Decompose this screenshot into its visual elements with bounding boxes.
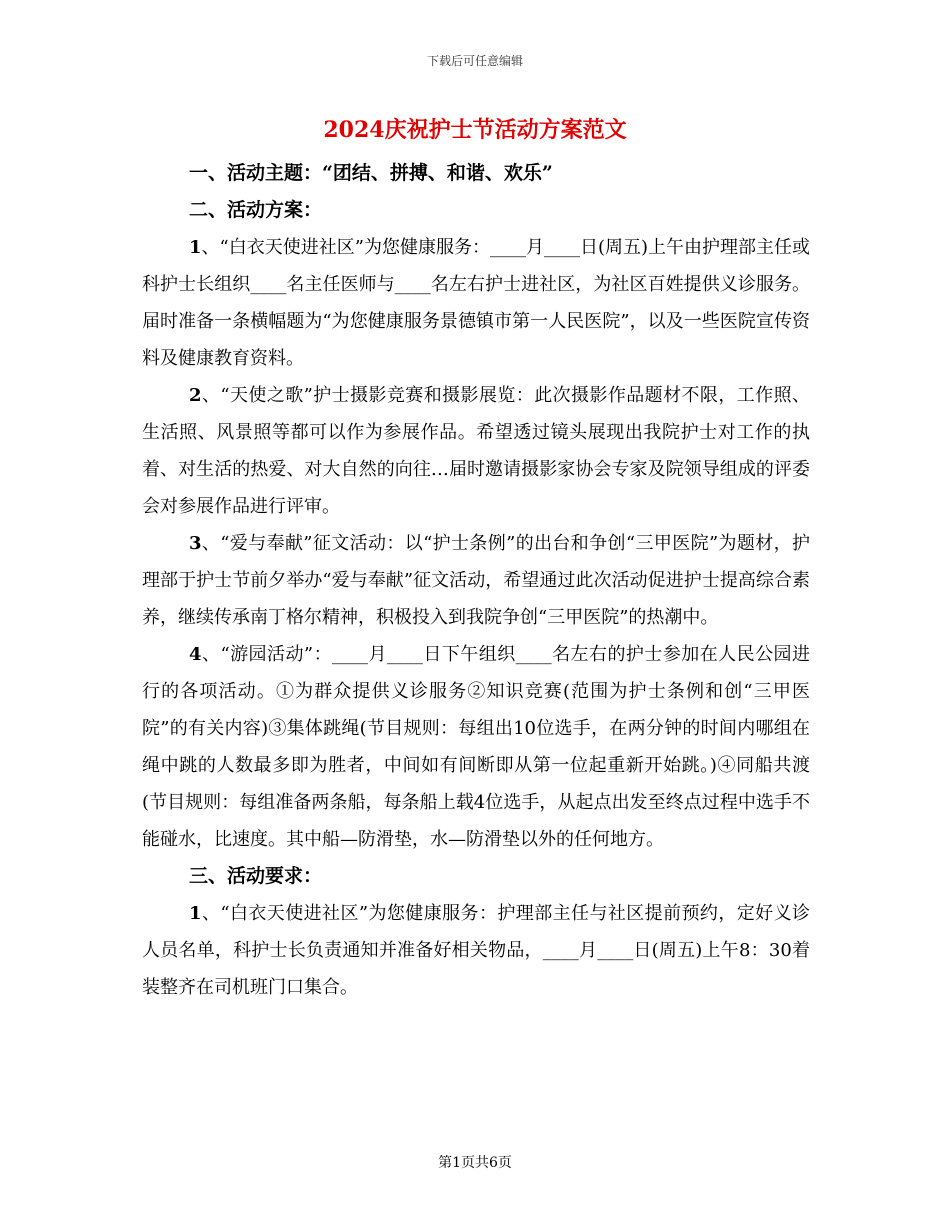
item-number: 4	[189, 644, 202, 665]
item-number: 3	[189, 533, 202, 554]
paragraph-text: 、“天使之歌”护士摄影竞赛和摄影展览：此次摄影作品题材不限，工作照、生活照、风景照等都可以作为参展作品。希望透过镜头展现出我院护士对工作的执着、对生活的热爱、对大自然的向往…届时邀请摄影家协会专家及院领导组成的评委会对参展作品进行评审。	[142, 385, 810, 517]
paragraph-park-activity	[142, 636, 810, 858]
item-number: 2	[189, 385, 202, 406]
document-body	[142, 155, 810, 1006]
section-heading-theme: 一、活动主题：“团结、拼搏、和谐、欢乐”	[189, 162, 553, 184]
paragraph-community-service	[142, 229, 810, 377]
document-title: 2024庆祝护士节活动方案范文	[323, 117, 627, 143]
paragraph-text: 、“白衣天使进社区”为您健康服务：____月____日(周五)上午由护理部主任或科护士长组织____名主任医师与____名左右护士进社区，为社区百姓提供义诊服务。届时准备一条横幅题为“为您健康服务景德镇市第一人民医院”，以及一些医院宣传资料及健康教育资料。	[142, 237, 810, 369]
paragraph-photography-contest	[142, 377, 810, 525]
paragraph-essay-activity	[142, 525, 810, 636]
page-footer: 第1页共6页	[438, 1155, 512, 1171]
section-heading-requirements: 三、活动要求：	[189, 865, 323, 887]
item-number: 1	[189, 237, 202, 258]
paragraph-requirement-community	[142, 895, 810, 1006]
paragraph-text: 、“游园活动”：____月____日下午组织____名左右的护士参加在人民公园进行的各项活动。①为群众提供义诊服务②知识竞赛(范围为护士条例和创“三甲医院”的有关内容)③集体跳绳(节目规则：每组出10位选手，在两分钟的时间内哪组在绳中跳的人数最多即为胜者，中间如有间断即从第一位起重新开始跳。)④同船共渡(节目规则：每组准备两条船，每条船上载4位选手，从起点出发至终点过程中选手不能碰水，比速度。其中船—防滑垫，水—防滑垫以外的任何地方。	[142, 644, 810, 850]
item-number: 1	[189, 903, 202, 924]
paragraph-text: 、“白衣天使进社区”为您健康服务：护理部主任与社区提前预约，定好义诊人员名单，科护士长负责通知并准备好相关物品，____月____日(周五)上午8：30着装整齐在司机班门口集合。	[142, 903, 810, 998]
section-heading-plan: 二、活动方案：	[189, 199, 323, 221]
page-header: 下载后可任意编辑	[426, 54, 523, 68]
paragraph-text: 、“爱与奉献”征文活动：以“护士条例”的出台和争创“三甲医院”为题材，护理部于护士节前夕举办“爱与奉献”征文活动，希望通过此次活动促进护士提高综合素养，继续传承南丁格尔精神，积极投入到我院争创“三甲医院”的热潮中。	[142, 533, 810, 628]
